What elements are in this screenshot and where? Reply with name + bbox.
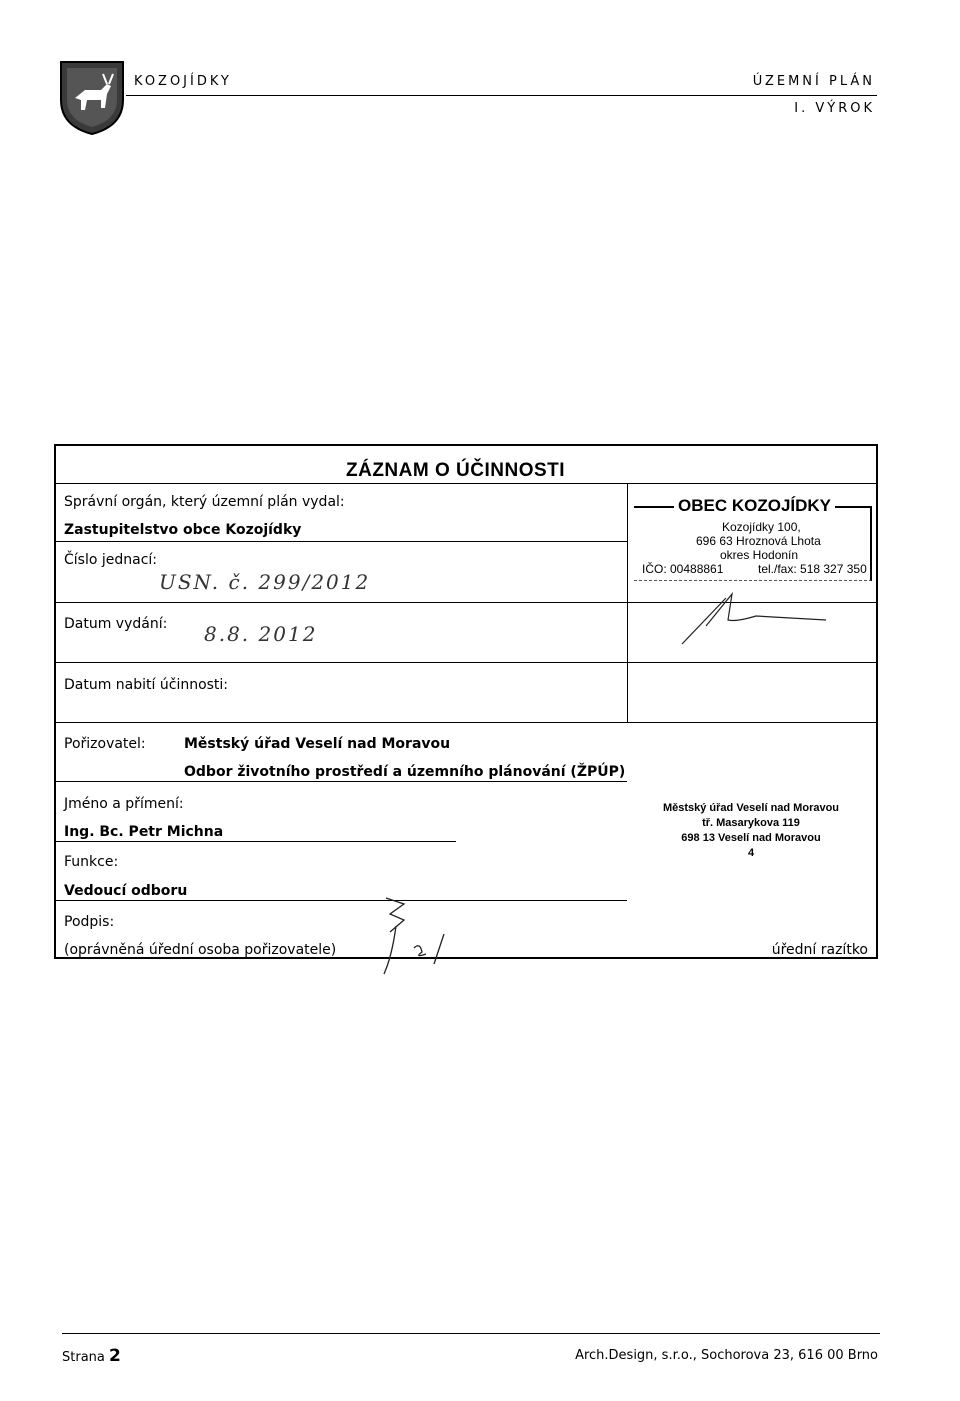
plan-title: ÚZEMNÍ PLÁN (752, 74, 875, 89)
handwritten-signature-mayor (676, 586, 836, 646)
row-divider (56, 722, 876, 723)
header-divider (126, 95, 877, 96)
issue-date-label: Datum vydání: (64, 616, 168, 632)
office-stamp (651, 801, 851, 861)
stamp-ico: IČO: 00488861 (642, 562, 724, 576)
procurer-label: Pořizovatel: (64, 736, 146, 752)
stamp-line: Městský úřad Veselí nad Moravou (662, 802, 840, 814)
official-stamp-label: úřední razítko (771, 942, 868, 958)
issuer-value: Zastupitelstvo obce Kozojídky (64, 522, 302, 538)
stamp-line: Kozojídky 100, (722, 520, 801, 534)
stamp-line: 4 (747, 847, 755, 859)
footer-company: Arch.Design, s.r.o., Sochorova 23, 616 00 Brno (575, 1348, 878, 1363)
plan-section: I. VÝROK (794, 101, 875, 116)
column-divider (627, 483, 628, 723)
stamp-line: okres Hodonín (720, 548, 799, 562)
row-divider (56, 900, 627, 901)
form-title: ZÁZNAM O ÚČINNOSTI (346, 460, 566, 481)
municipality-name: KOZOJÍDKY (134, 74, 232, 89)
row-divider (56, 781, 627, 782)
signature-note: (oprávněná úřední osoba pořizovatele) (64, 942, 337, 958)
function-value: Vedoucí odboru (64, 883, 188, 899)
name-value: Ing. Bc. Petr Michna (64, 824, 224, 840)
effective-date-label: Datum nabití účinnosti: (64, 677, 229, 693)
stamp-title: OBEC KOZOJÍDKY (674, 496, 835, 516)
coat-of-arms-logo (57, 60, 127, 136)
handwritten-signature-official (374, 886, 484, 976)
issuer-label: Správní orgán, který územní plán vydal: (64, 494, 345, 510)
procurer-name: Městský úřad Veselí nad Moravou (184, 736, 451, 752)
row-divider (56, 541, 627, 542)
function-label: Funkce: (64, 854, 119, 870)
stamp-line: 696 63 Hroznová Lhota (696, 534, 821, 548)
stamp-tel: tel./fax: 518 327 350 (758, 562, 867, 576)
row-divider (56, 662, 876, 663)
row-divider (56, 841, 456, 842)
signature-label: Podpis: (64, 914, 115, 930)
ref-number-handwritten: USN. č. 299/2012 (159, 570, 371, 594)
title-divider (56, 483, 876, 484)
footer-divider (62, 1333, 880, 1334)
issue-date-handwritten: 8.8. 2012 (204, 622, 318, 646)
stamp-line: 698 13 Veselí nad Moravou (681, 832, 821, 844)
page-label: Strana (62, 1350, 105, 1365)
procurer-department: Odbor životního prostředí a územního plánování (ŽPÚP) (184, 764, 626, 780)
page-number: 2 (109, 1346, 121, 1366)
municipality-stamp (634, 496, 874, 586)
page-indicator (62, 1346, 121, 1366)
effectiveness-record-form (54, 444, 878, 959)
stamp-line: tř. Masarykova 119 (702, 817, 800, 829)
name-label: Jméno a přímení: (64, 796, 184, 812)
ref-number-label: Číslo jednací: (64, 552, 158, 568)
